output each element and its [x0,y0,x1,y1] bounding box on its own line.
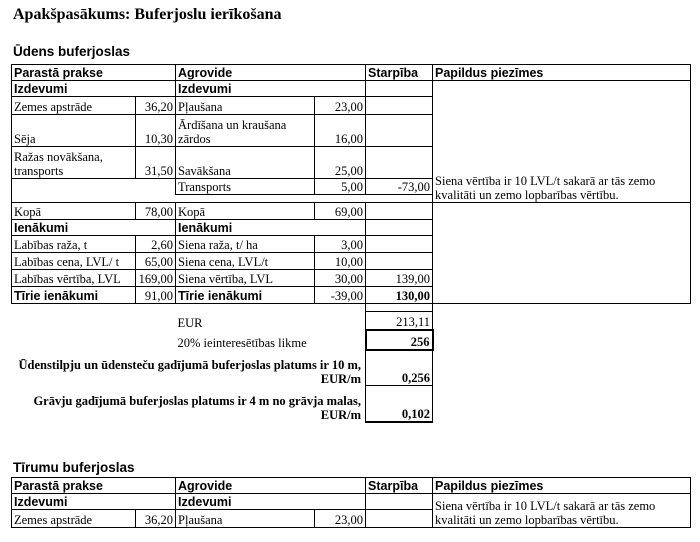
agro-value: 3,00 [315,236,366,253]
water-buffer-table [11,64,691,423]
empty-cell [366,203,433,220]
eur-row [12,312,691,330]
practice-label: Zemes apstrāde [12,97,136,115]
practice-label: Sēja [12,115,136,147]
diff-value: 139,00 [366,270,433,287]
costs-label-agro: Izdevumi [176,81,366,97]
diff-value [366,236,433,253]
empty-cell [366,494,433,510]
empty-cell [433,330,691,350]
agro-value: 30,00 [315,270,366,287]
diff-value [366,253,433,270]
header-agro: Agrovide [176,478,366,494]
empty-cell [433,312,691,330]
income-label-practice: Ienākumi [12,220,176,236]
header-notes: Papildus piezīmes [433,478,691,494]
costs-label-agro: Izdevumi [176,494,366,510]
agro-label: Siena raža, t/ ha [176,236,315,253]
practice-total-label: Kopā [12,203,136,220]
practice-label: Labības raža, t [12,236,136,253]
header-agro: Agrovide [176,65,366,81]
practice-value: 169,00 [136,270,176,287]
notes-text: Siena vērtība ir 10 LVL/t sakarā ar tās zemo kvalitāti un zemo lopbarības vērtību. [433,81,691,203]
eur-value: 213,11 [366,312,433,330]
agro-label: Pļaušana [176,97,315,115]
ditch1-row [12,350,691,386]
practice-net-label: Tīrie ienākumi [12,287,136,304]
practice-label: Labības vērtība, LVL [12,270,136,287]
diff-value [366,147,433,179]
spacer [12,195,433,203]
agro-value: 16,00 [315,115,366,147]
section-title-water: Ūdens buferjoslas [13,44,131,59]
header-diff: Starpība [366,65,433,81]
agro-label: Siena vērtība, LVL [176,270,315,287]
agro-total-value: 69,00 [315,203,366,220]
notes-empty [433,203,691,304]
practice-label: Labības cena, LVL/ t [12,253,136,270]
total-row [12,203,691,220]
ditch1-label: Ūdenstilpju un ūdensteču gadījumā buferjoslas platums ir 10 m, EUR/m [18,357,362,386]
header-diff: Starpība [366,478,433,494]
agro-label: Siena cena, LVL/t [176,253,315,270]
empty-cell [12,330,176,350]
interest-row [12,330,691,350]
agro-value: 10,00 [315,253,366,270]
header-practice: Parastā prakse [12,478,176,494]
empty-cell [433,386,691,422]
practice-net-value: 91,00 [136,287,176,304]
agro-net-value: -39,00 [315,287,366,304]
practice-value: 2,60 [136,236,176,253]
field-buffer-table [11,477,691,528]
header-notes: Papildus piezīmes [433,65,691,81]
header-row [12,478,691,494]
empty-cell [433,350,691,386]
empty-cell [12,179,176,195]
costs-label-row [12,81,691,97]
agro-label: Savākšana [176,147,315,179]
empty-cell [12,312,176,330]
spacer-row [12,304,691,312]
agro-value: 23,00 [315,97,366,115]
income-label-agro: Ienākumi [176,220,366,236]
ditch2-label: Grāvju gadījumā buferjoslas platums ir 4 m no grāvja malas, EUR/m [33,393,362,422]
page-title: Apakšpasākums: Buferjoslu ierīkošana [13,6,282,23]
agro-value: 23,00 [315,510,366,528]
ditch2-row [12,386,691,422]
practice-value: 31,50 [136,147,176,179]
interest-label: 20% ieinteresētības likme [177,335,307,350]
diff-value: -73,00 [366,179,433,195]
practice-value: 36,20 [136,510,176,528]
empty-cell [366,81,433,97]
practice-label: Ražas novākšana, transports [12,147,136,179]
ditch2-value: 0,102 [366,386,433,422]
header-row [12,65,691,81]
eur-label: EUR [177,315,203,330]
agro-total-label: Kopā [176,203,315,220]
practice-value: 10,30 [136,115,176,147]
agro-label: Pļaušana [176,510,315,528]
section-title-field: Tīrumu buferjoslas [13,460,135,475]
ditch1-value: 0,256 [366,350,433,386]
agro-label: Ārdīšana un kraušana zārdos [176,115,315,147]
costs-label-practice: Izdevumi [12,81,176,97]
diff-net-value: 130,00 [366,287,433,304]
practice-value: 36,20 [136,97,176,115]
practice-total-value: 78,00 [136,203,176,220]
spacer [12,304,366,312]
agro-net-label: Tīrie ienākumi [176,287,315,304]
practice-label: Zemes apstrāde [12,510,136,528]
agro-value: 25,00 [315,147,366,179]
practice-value: 65,00 [136,253,176,270]
agro-label: Transports [176,179,315,195]
diff-value [366,115,433,147]
header-practice: Parastā prakse [12,65,176,81]
costs-label-row [12,494,691,510]
diff-value [366,510,433,528]
spacer [366,304,433,312]
costs-label-practice: Izdevumi [12,494,176,510]
notes-text: Siena vērtība ir 10 LVL/t sakarā ar tās zemo kvalitāti un zemo lopbarības vērtību. [433,494,691,528]
empty-cell [366,220,433,236]
agro-value: 5,00 [315,179,366,195]
interest-value: 256 [366,330,433,350]
diff-value [366,97,433,115]
